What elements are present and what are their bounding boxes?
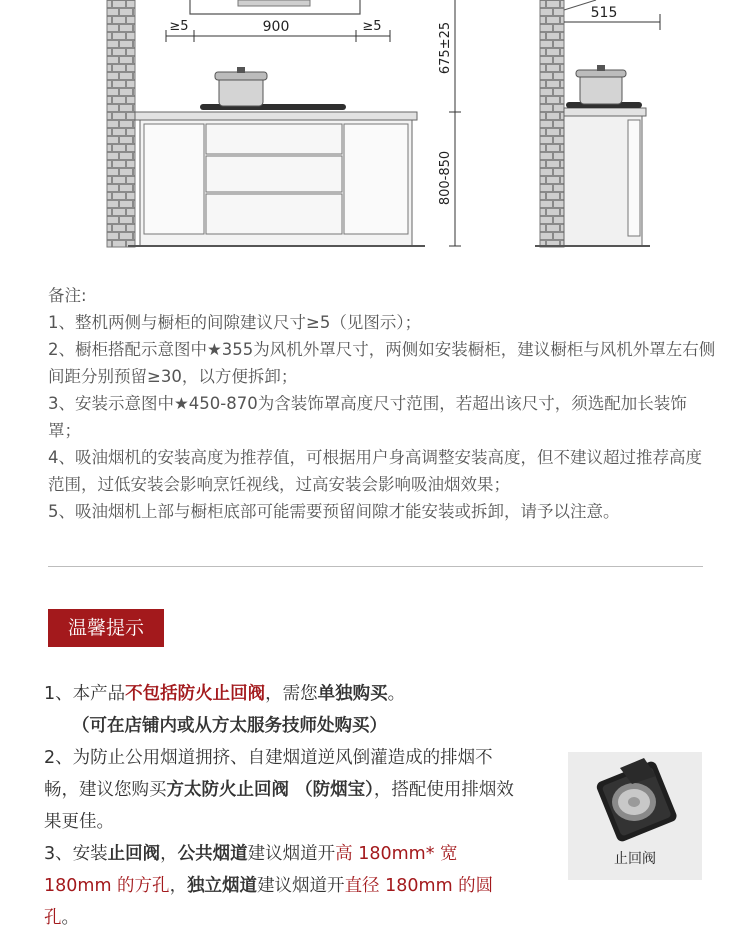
left-brick-wall bbox=[107, 0, 135, 247]
dim-counter-height: 800-850 bbox=[438, 150, 453, 206]
tip-line-1-sub: （可在店铺内或从方太服务技师处购买） bbox=[72, 716, 387, 736]
side-pot-icon bbox=[566, 65, 642, 108]
pot-icon bbox=[200, 67, 346, 110]
diagram-svg bbox=[0, 0, 750, 260]
installation-diagram bbox=[0, 0, 750, 260]
tip-bold: 公共烟道 bbox=[177, 844, 248, 864]
hood-panel bbox=[238, 0, 310, 6]
check-valve-icon bbox=[568, 752, 702, 848]
dim-width: 900 bbox=[262, 19, 290, 35]
countertop bbox=[135, 112, 417, 120]
tips-section bbox=[44, 678, 514, 934]
tip-line-1 bbox=[44, 678, 514, 710]
notes-section bbox=[48, 282, 718, 525]
dim-gap-right: ≥5 bbox=[362, 19, 382, 34]
tip-text: 建议烟道开 bbox=[257, 876, 345, 896]
valve-product-card bbox=[568, 752, 702, 880]
tip-text: 。 bbox=[61, 908, 79, 928]
tip-text: ，需您 bbox=[265, 684, 318, 704]
tip-text: ， bbox=[160, 844, 178, 864]
note-item-3: 3、安装示意图中★450-870为含装饰罩高度尺寸范围，若超出该尺寸，须选配加长装饰罩； bbox=[48, 394, 687, 440]
note-item-1: 1、整机两侧与橱柜的间隙建议尺寸≥5（见图示）； bbox=[48, 313, 422, 332]
note-item-5: 5、吸油烟机上部与橱柜底部可能需要预留间隙才能安装或拆卸，请予以注意。 bbox=[48, 502, 620, 521]
tip-text: 2、为防止公用烟道拥挤、自建烟道逆风倒灌造成的排烟不畅，建议您购买 bbox=[44, 748, 493, 800]
dim-side-depth: 515 bbox=[590, 5, 618, 21]
right-brick-wall bbox=[540, 0, 564, 247]
cabinet-door-left bbox=[144, 124, 204, 234]
tip-text: ，搭配使用排烟效果更佳。 bbox=[44, 780, 514, 832]
tip-text: 1、本产品 bbox=[44, 684, 126, 704]
section-divider bbox=[48, 566, 703, 567]
tip-bold: 单独购买 bbox=[317, 684, 388, 704]
tip-highlight: 直径 180mm 的圆孔 bbox=[44, 876, 494, 928]
tip-text: ， bbox=[169, 876, 188, 896]
tip-line-3 bbox=[44, 838, 514, 934]
note-item-2: 2、橱柜搭配示意图中★355为风机外罩尺寸，两侧如安装橱柜，建议橱柜与风机外罩左右侧间距分别预留≥30，以方便拆卸； bbox=[48, 340, 716, 386]
side-countertop bbox=[564, 108, 646, 116]
note-item-4: 4、吸油烟机的安装高度为推荐值，可根据用户身高调整安装高度，但不建议超过推荐高度范围，过低安装会影响烹饪视线，过高安装会影响吸油烟效果； bbox=[48, 448, 702, 494]
cabinet-door-right bbox=[344, 124, 408, 234]
tip-text: 建议烟道开 bbox=[247, 844, 336, 864]
tip-bold: 方太防火止回阀 （防烟宝） bbox=[166, 780, 374, 800]
tip-bold: 止回阀 bbox=[107, 844, 161, 864]
drawer-3 bbox=[206, 194, 342, 234]
tip-line-2 bbox=[44, 742, 514, 838]
tip-highlight: 高 180mm* 宽 180mm 的方孔 bbox=[44, 844, 458, 896]
dim-hood-height: 675±25 bbox=[438, 21, 453, 75]
drawer-2 bbox=[206, 156, 342, 192]
tip-highlight: 不包括防火止回阀 bbox=[125, 684, 266, 704]
valve-label: 止回阀 bbox=[614, 851, 656, 867]
warm-tip-badge: 温馨提示 bbox=[48, 609, 164, 647]
tip-bold: 独立烟道 bbox=[187, 876, 258, 896]
tip-text: 3、安装 bbox=[44, 844, 108, 864]
notes-title: 备注: bbox=[48, 286, 87, 305]
drawer-1 bbox=[206, 124, 342, 154]
tip-text: 。 bbox=[387, 684, 406, 704]
dim-gap-left: ≥5 bbox=[169, 19, 189, 34]
